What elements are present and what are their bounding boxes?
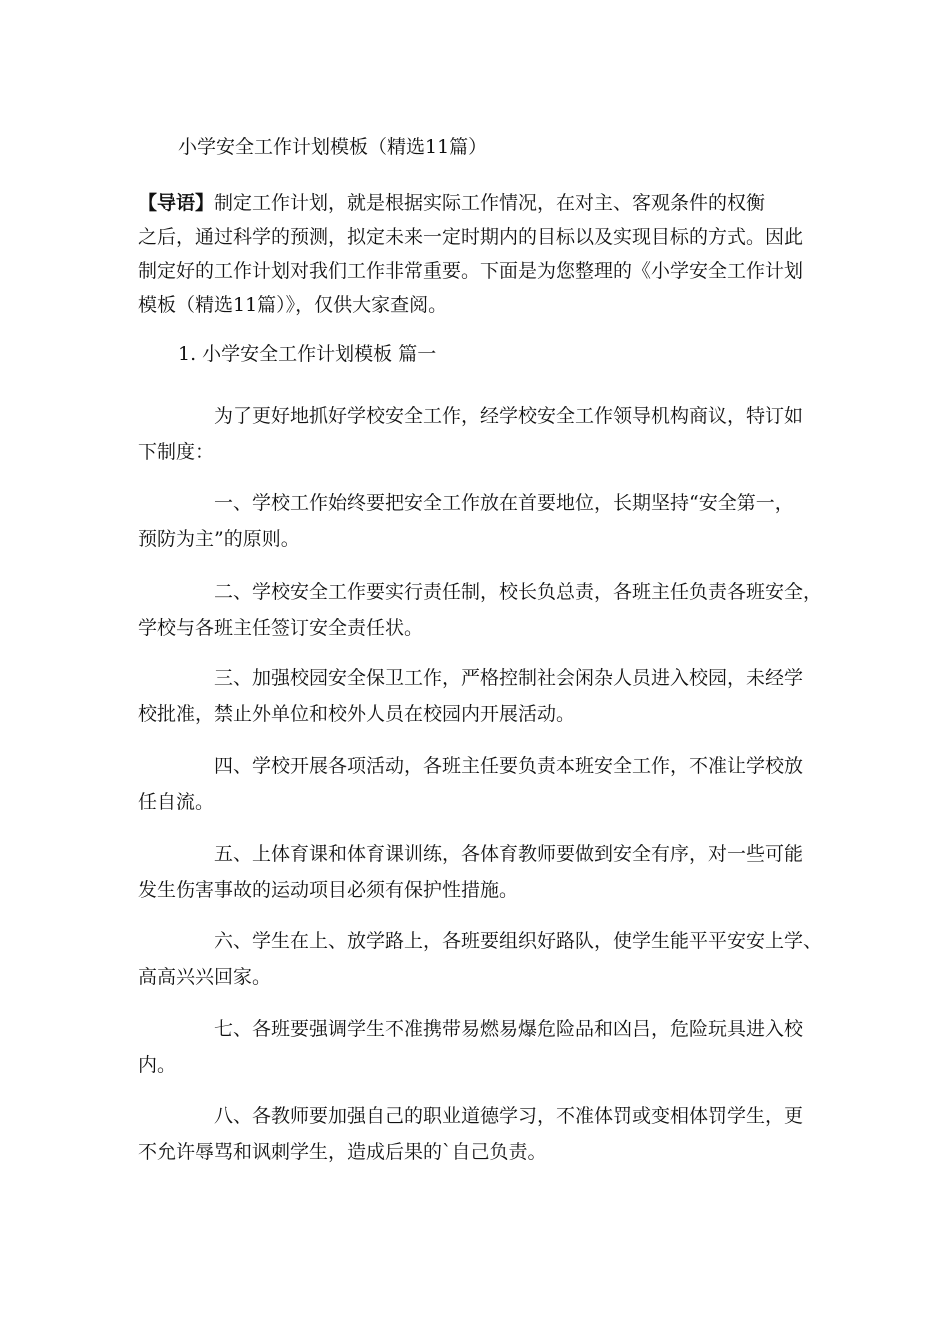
paragraph-line: 任自流。 bbox=[138, 791, 215, 813]
paragraph-line: 内。 bbox=[138, 1054, 177, 1076]
intro-line: 制定好的工作计划对我们工作非常重要。下面是为您整理的《小学安全工作计划 bbox=[138, 260, 804, 282]
paragraph-item-1 bbox=[138, 485, 828, 557]
intro-line: 模板（精选11篇）》，仅供大家查阅。 bbox=[138, 294, 448, 316]
intro-line-text: 制定工作计划，就是根据实际工作情况，在对主、客观条件的权衡 bbox=[214, 192, 766, 214]
paragraph-item-2 bbox=[138, 574, 828, 646]
paragraph-line: 不允许辱骂和讽刺学生，造成后果的`自己负责。 bbox=[138, 1141, 547, 1163]
paragraph-line: 预防为主”的原则。 bbox=[138, 528, 300, 550]
paragraph-line: 学校与各班主任签订安全责任状。 bbox=[138, 617, 424, 639]
intro-label: 【导语】 bbox=[138, 192, 215, 214]
paragraph-line: 为了更好地抓好学校安全工作，经学校安全工作领导机构商议，特订如 bbox=[214, 405, 804, 427]
paragraph-line: 七、各班要强调学生不准携带易燃易爆危险品和凶吕，危险玩具进入校 bbox=[214, 1018, 804, 1040]
paragraph-line: 二、学校安全工作要实行责任制，校长负总责，各班主任负责各班安全， bbox=[214, 581, 823, 603]
paragraph-preamble bbox=[138, 398, 828, 470]
paragraph-line: 四、学校开展各项活动，各班主任要负责本班安全工作，不准让学校放 bbox=[214, 755, 804, 777]
section-heading: 1. 小学安全工作计划模板 篇一 bbox=[178, 343, 437, 365]
paragraph-line: 三、加强校园安全保卫工作，严格控制社会闲杂人员进入校园，未经学 bbox=[214, 667, 804, 689]
paragraph-line: 八、各教师要加强自己的职业道德学习，不准体罚或变相体罚学生，更 bbox=[214, 1105, 804, 1127]
paragraph-item-4 bbox=[138, 748, 828, 820]
paragraph-item-7 bbox=[138, 1011, 828, 1083]
paragraph-line: 六、学生在上、放学路上，各班要组织好路队，使学生能平平安安上学、 bbox=[214, 930, 823, 952]
paragraph-line: 下制度： bbox=[138, 441, 215, 463]
paragraph-line: 高高兴兴回家。 bbox=[138, 966, 272, 988]
paragraph-line: 校批准，禁止外单位和校外人员在校园内开展活动。 bbox=[138, 703, 576, 725]
document-title: 小学安全工作计划模板（精选11篇） bbox=[178, 136, 488, 158]
paragraph-item-3 bbox=[138, 660, 828, 732]
paragraph-line: 五、上体育课和体育课训练，各体育教师要做到安全有序，对一些可能 bbox=[214, 843, 804, 865]
intro-paragraph bbox=[138, 186, 818, 322]
paragraph-line: 发生伤害事故的运动项目必须有保护性措施。 bbox=[138, 879, 519, 901]
intro-line bbox=[138, 186, 818, 220]
paragraph-item-5 bbox=[138, 836, 828, 908]
paragraph-line: 一、学校工作始终要把安全工作放在首要地位，长期坚持“安全第一， bbox=[214, 492, 794, 514]
paragraph-item-8 bbox=[138, 1098, 828, 1170]
paragraph-item-6 bbox=[138, 923, 828, 995]
intro-line: 之后，通过科学的预测，拟定未来一定时期内的目标以及实现目标的方式。因此 bbox=[138, 226, 804, 248]
